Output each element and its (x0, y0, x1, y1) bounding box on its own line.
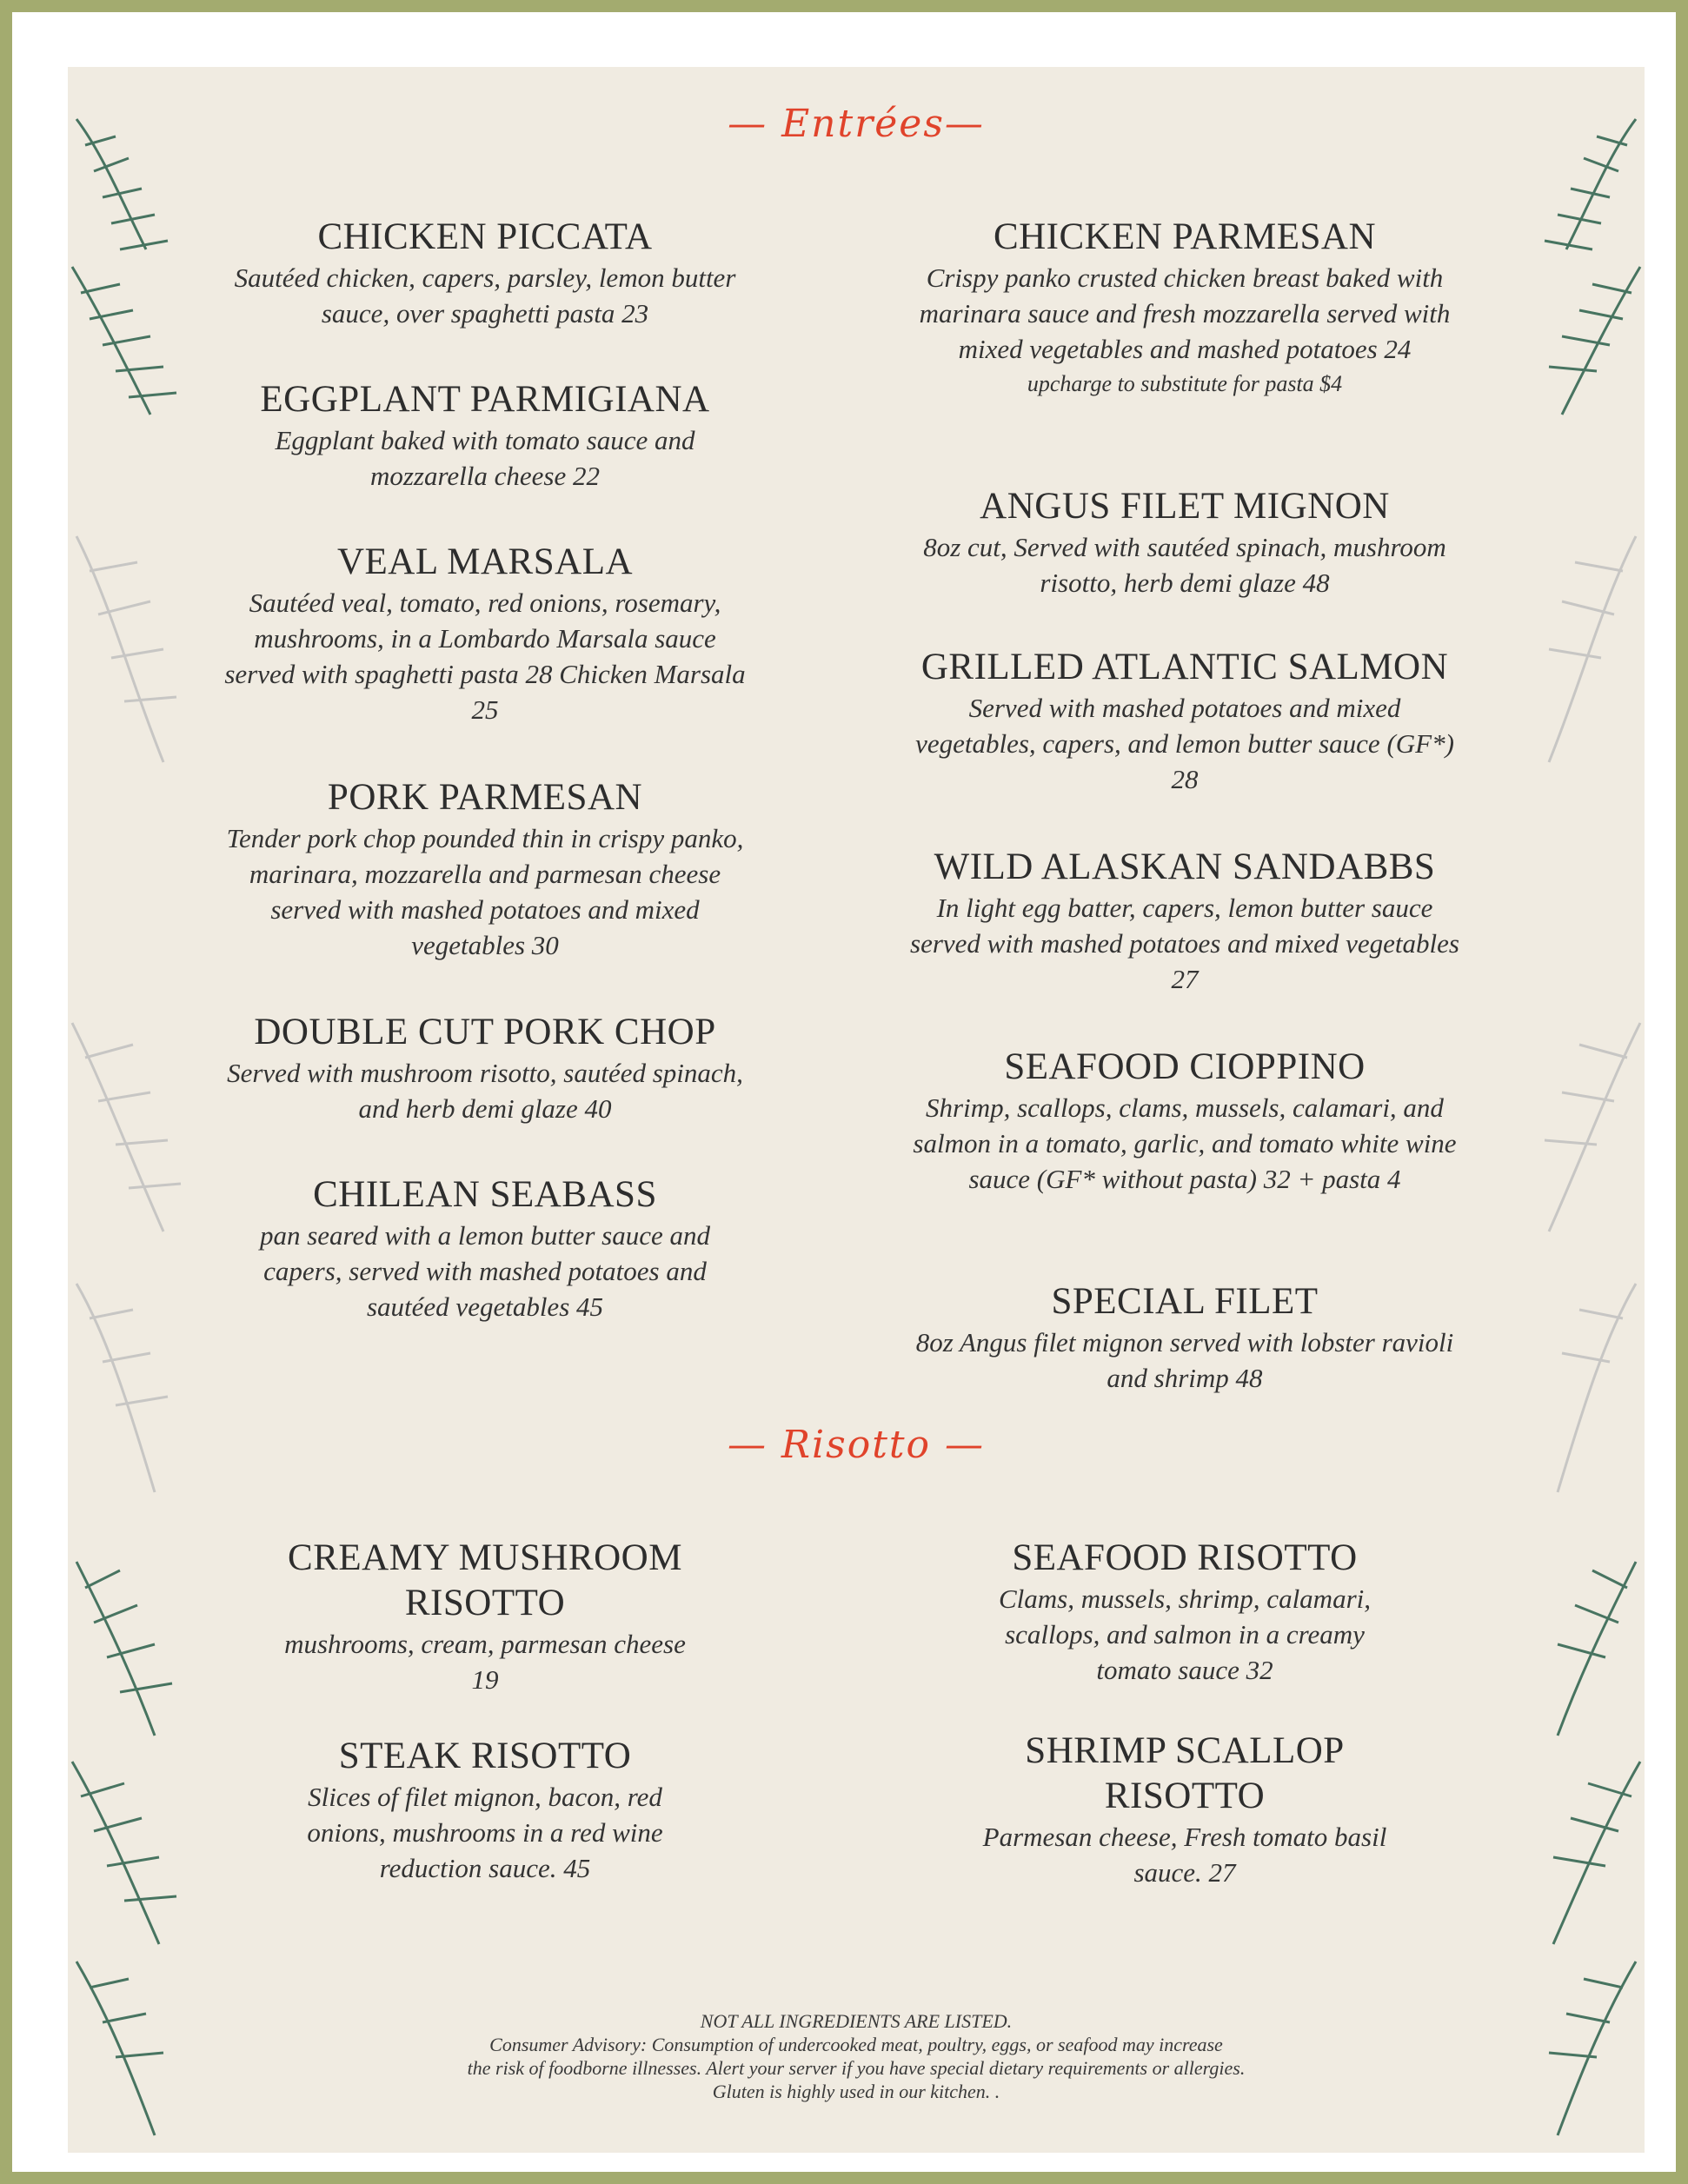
item-note: upcharge to substitute for pasta $4 (1027, 371, 1343, 396)
item-name: CHICKEN PARMESAN (993, 216, 1377, 257)
item-name: CREAMY MUSHROOM RISOTTO (288, 1537, 682, 1623)
entrees-section-title: — Entrées— (728, 102, 985, 146)
menu-item (902, 645, 1467, 797)
consumer-advisory-footer (242, 2009, 1471, 2103)
item-name: GRILLED ATLANTIC SALMON (920, 647, 1449, 687)
footer-line: Gluten is highly used in our kitchen. . (712, 2081, 1000, 2102)
item-description: 8oz cut, Served with sautéed spinach, mushroom risotto, herb demi glaze 48 (923, 532, 1446, 598)
item-description: Served with mushroom risotto, sautéed spinach, and herb demi glaze 40 (227, 1058, 743, 1124)
risotto-section-title: — Risotto — (727, 1423, 986, 1467)
menu-item (902, 1045, 1467, 1197)
item-description: Served with mashed potatoes and mixed vegetables, capers, and lemon butter sauce (GF*) 28 (915, 693, 1454, 794)
item-name: SEAFOOD RISOTTO (1012, 1537, 1358, 1578)
menu-item (963, 1536, 1406, 1688)
item-description: 8oz Angus filet mignon served with lobster ravioli and shrimp 48 (915, 1327, 1454, 1393)
item-description: Sautéed veal, tomato, red onions, rosemary, mushrooms, in a Lombardo Marsala sauce served with spaghetti pasta 28 Chicken Marsala 25 (224, 587, 746, 725)
footer-line: Consumer Advisory: Consumption of undercooked meat, poultry, eggs, or seafood may increase (489, 2034, 1223, 2055)
item-name: VEAL MARSALA (336, 541, 634, 582)
item-description: Crispy panko crusted chicken breast baked with marinara sauce and fresh mozzarella served with mixed vegetables and mashed potatoes 24 (919, 262, 1451, 364)
item-description: Eggplant baked with tomato sauce and mozzarella cheese 22 (275, 425, 695, 491)
menu-item (902, 215, 1467, 402)
item-description: Parmesan cheese, Fresh tomato basil sauce. 27 (982, 1822, 1387, 1888)
item-description: mushrooms, cream, parmesan cheese 19 (284, 1629, 686, 1695)
foliage-left-decoration (68, 67, 198, 2153)
item-name: EGGPLANT PARMIGIANA (260, 379, 710, 420)
menu-item (216, 1010, 754, 1126)
item-name: WILD ALASKAN SANDABBS (934, 846, 1436, 887)
item-description: Sautéed chicken, capers, parsley, lemon butter sauce, over spaghetti pasta 23 (234, 262, 736, 329)
menu-item (902, 484, 1467, 601)
menu-item (268, 1734, 702, 1886)
item-name: DOUBLE CUT PORK CHOP (254, 1012, 716, 1052)
foliage-right-decoration (1514, 67, 1645, 2153)
menu-item (902, 1279, 1467, 1396)
menu-item (216, 540, 754, 727)
item-name: SPECIAL FILET (1051, 1281, 1319, 1322)
item-name: PORK PARMESAN (327, 777, 643, 818)
item-description: Shrimp, scallops, clams, mussels, calamari, and salmon in a tomato, garlic, and tomato white wine sauce (GF* without pasta) 32 + pasta 4 (913, 1092, 1457, 1194)
menu-item (268, 1536, 702, 1697)
menu-sheet (12, 12, 1676, 2172)
item-name: SHRIMP SCALLOP RISOTTO (1025, 1730, 1345, 1816)
menu-item (216, 377, 754, 494)
menu-item (216, 775, 754, 963)
item-description: Slices of filet mignon, bacon, red onions, mushrooms in a red wine reduction sauce. 45 (307, 1782, 663, 1883)
item-description: pan seared with a lemon butter sauce and capers, served with mashed potatoes and sautéed vegetables 45 (259, 1220, 711, 1322)
item-name: SEAFOOD CIOPPINO (1004, 1046, 1366, 1087)
item-name: CHILEAN SEABASS (313, 1174, 657, 1215)
menu-item (216, 1172, 754, 1324)
item-name: STEAK RISOTTO (338, 1736, 632, 1776)
item-name: CHICKEN PICCATA (317, 216, 653, 257)
item-description: In light egg batter, capers, lemon butter sauce served with mashed potatoes and mixed vegetables 27 (910, 893, 1459, 994)
footer-line: the risk of foodborne illnesses. Alert your server if you have special dietary requirements or allergies. (467, 2057, 1246, 2079)
item-description: Tender pork chop pounded thin in crispy panko, marinara, mozzarella and parmesan cheese served with mashed potatoes and mixed vegetables 30 (226, 823, 744, 960)
item-name: ANGUS FILET MIGNON (980, 486, 1390, 527)
menu-page (68, 67, 1645, 2153)
menu-item (902, 845, 1467, 997)
footer-line: NOT ALL INGREDIENTS ARE LISTED. (700, 2010, 1013, 2032)
menu-item (216, 215, 754, 331)
item-description: Clams, mussels, shrimp, calamari, scallops, and salmon in a creamy tomato sauce 32 (998, 1583, 1371, 1685)
menu-item (963, 1729, 1406, 1890)
